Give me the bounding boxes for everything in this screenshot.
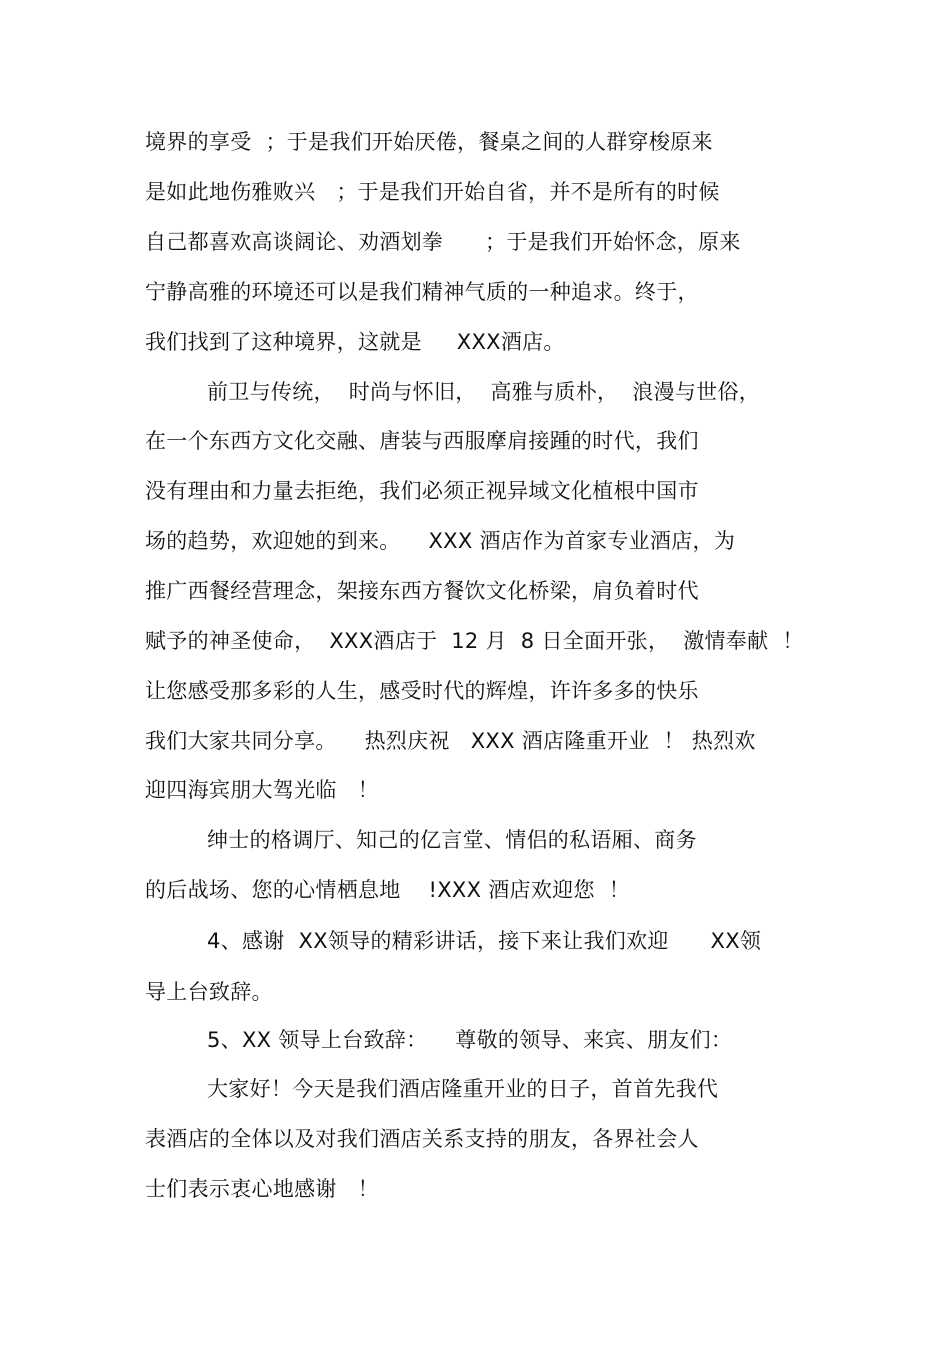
text-line: 的后战场、您的心情栖息地 !XXX 酒店欢迎您 ！ — [145, 878, 631, 902]
paragraph-first-line: 5、XX 领导上台致辞： 尊敬的领导、来宾、朋友们： — [207, 1028, 733, 1052]
text-line: 是如此地伤雅败兴 ；于是我们开始自省，并不是所有的时候 — [145, 180, 720, 204]
paragraph-first-line: 4、感谢 XX领导的精彩讲话，接下来让我们欢迎 XX领 — [207, 929, 762, 953]
text-line: 表酒店的全体以及对我们酒店关系支持的朋友，各界社会人 — [145, 1127, 699, 1151]
text-line: 宁静高雅的环境还可以是我们精神气质的一种追求。终于， — [145, 280, 699, 304]
text-line: 导上台致辞。 — [145, 980, 273, 1004]
paragraph-first-line: 大家好！今天是我们酒店隆重开业的日子，首首先我代 — [207, 1077, 719, 1101]
paragraph-first-line: 前卫与传统， 时尚与怀旧， 高雅与质朴， 浪漫与世俗， — [207, 380, 761, 404]
text-line: 推广西餐经营理念，架接东西方餐饮文化桥梁，肩负着时代 — [145, 579, 699, 603]
text-line: 在一个东西方文化交融、唐装与西服摩肩接踵的时代，我们 — [145, 429, 699, 453]
text-line: 赋予的神圣使命， XXX酒店于 12 月 8 日全面开张， 激情奉献 ！ — [145, 629, 804, 653]
text-line: 场的趋势，欢迎她的到来。 XXX 酒店作为首家专业酒店，为 — [145, 529, 736, 553]
text-line: 自己都喜欢高谈阔论、劝酒划拳 ；于是我们开始怀念，原来 — [145, 230, 741, 254]
text-line: 让您感受那多彩的人生，感受时代的辉煌，许许多多的快乐 — [145, 679, 699, 703]
text-line: 没有理由和力量去拒绝，我们必须正视异域文化植根中国市 — [145, 479, 699, 503]
text-line: 迎四海宾朋大驾光临 ！ — [145, 778, 379, 802]
text-line: 我们大家共同分享。 热烈庆祝 XXX 酒店隆重开业 ！ 热烈欢 — [145, 729, 756, 753]
text-line: 境界的享受 ；于是我们开始厌倦，餐桌之间的人群穿梭原来 — [145, 130, 713, 154]
text-line: 我们找到了这种境界，这就是 XXX酒店。 — [145, 330, 565, 354]
paragraph-first-line: 绅士的格调厅、知己的亿言堂、情侣的私语厢、商务 — [207, 828, 697, 852]
text-line: 士们表示衷心地感谢 ！ — [145, 1177, 379, 1201]
